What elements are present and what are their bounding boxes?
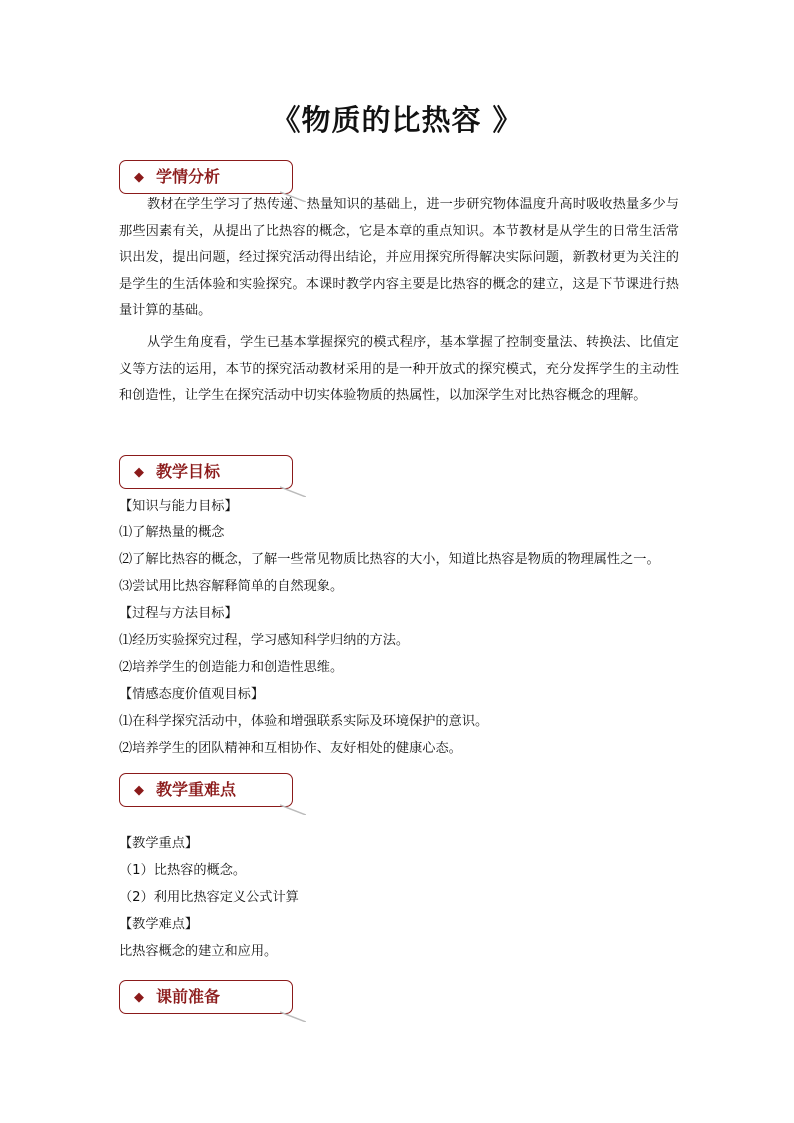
header-shadow-decoration: [280, 485, 306, 497]
diamond-icon: ◆: [134, 990, 144, 1005]
keypoints-line: 比热容概念的建立和应用。: [119, 944, 278, 959]
diamond-icon: ◆: [134, 783, 144, 798]
keypoints-line: 【教学重点】: [119, 836, 199, 851]
goals-line: 【知识与能力目标】: [119, 499, 238, 514]
section-heading: 教学目标: [156, 462, 221, 481]
keypoints-line: （2）利用比热容定义公式计算: [119, 890, 299, 905]
header-shadow-decoration: [280, 1010, 306, 1022]
goals-line: ⑴经历实验探究过程，学习感知科学归纳的方法。: [119, 633, 410, 648]
goals-line: ⑴了解热量的概念: [119, 525, 225, 540]
section-header-analysis: [119, 160, 293, 194]
page-title: 《物质的比热容 》: [271, 103, 523, 137]
section-header-prep: [119, 980, 293, 1014]
section-heading: 教学重难点: [156, 780, 237, 799]
goals-line: ⑶尝试用比热容解释简单的自然现象。: [119, 579, 344, 594]
goals-line: 【情感态度价值观目标】: [119, 687, 265, 702]
keypoints-line: 【教学难点】: [119, 917, 199, 932]
keypoints-line: （1）比热容的概念。: [119, 863, 247, 878]
goals-line: ⑴在科学探究活动中，体验和增强联系实际及环境保护的意识。: [119, 714, 489, 729]
analysis-paragraph: 从学生角度看，学生已基本掌握探究的模式程序，基本掌握了控制变量法、转换法、比值定义等方法的运用，本节的探究活动教材采用的是一种开放式的探究模式，充分发挥学生的主动性和创造性，让学生在探究活动中切实体验物质的热属性，以加深学生对比热容概念的理解。: [119, 335, 679, 404]
section-header-keypoints: [119, 773, 293, 807]
diamond-icon: ◆: [134, 170, 144, 185]
goals-line: ⑵了解比热容的概念，了解一些常见物质比热容的大小，知道比热容是物质的物理属性之一。: [119, 552, 660, 567]
goals-line: 【过程与方法目标】: [119, 606, 238, 621]
goals-line: ⑵培养学生的团队精神和互相协作、友好相处的健康心态。: [119, 741, 462, 756]
goals-line: ⑵培养学生的创造能力和创造性思维。: [119, 660, 344, 675]
diamond-icon: ◆: [134, 465, 144, 480]
header-shadow-decoration: [280, 803, 306, 815]
section-heading: 课前准备: [156, 987, 221, 1006]
section-header-goals: [119, 455, 293, 489]
analysis-paragraph: 教材在学生学习了热传递、热量知识的基础上，进一步研究物体温度升高时吸收热量多少与那些因素有关，从提出了比热容的概念，它是本章的重点知识。本节教材是从学生的日常生活常识出发，提出问题，经过探究活动得出结论，并应用探究所得解决实际问题，新教材更为关注的是学生的生活体验和实验探究。本课时教学内容主要是比热容的概念的建立，这是下节课进行热量计算的基础。: [119, 197, 679, 319]
section-heading: 学情分析: [156, 167, 221, 186]
